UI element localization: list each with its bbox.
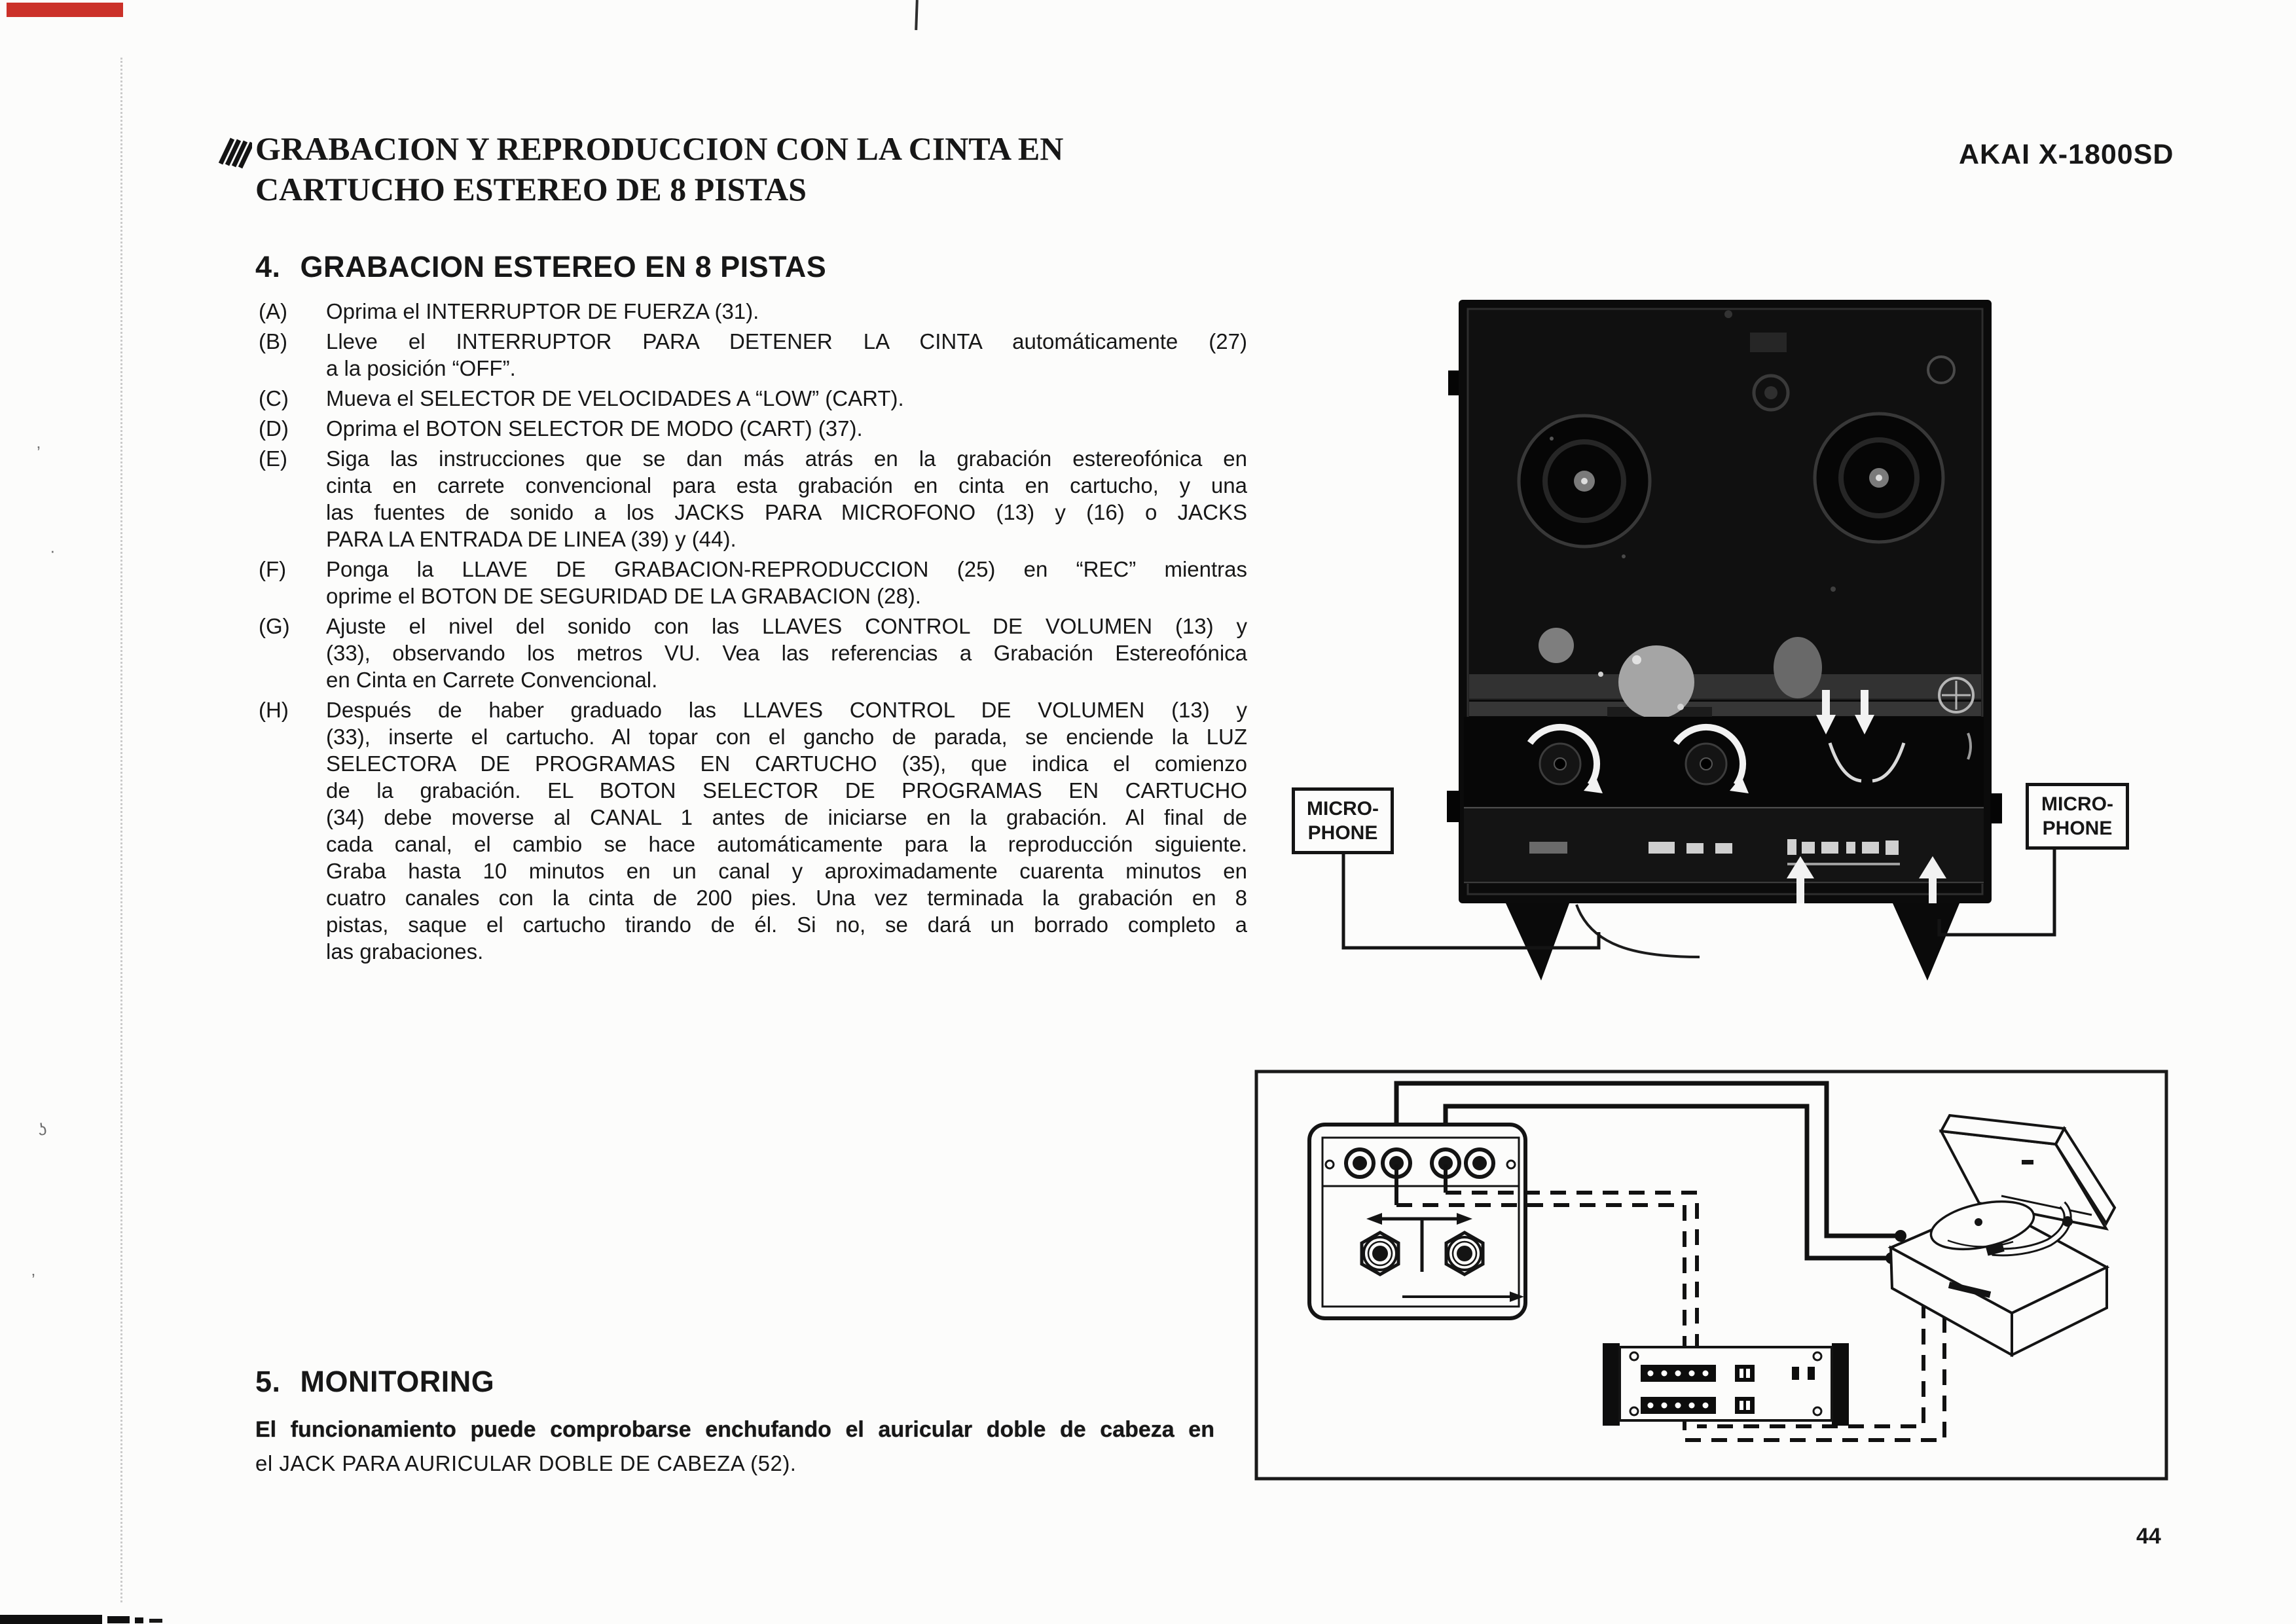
item-text bbox=[326, 445, 1247, 552]
list-item bbox=[259, 696, 1247, 965]
model-name: AKAI X-1800SD bbox=[1959, 139, 2174, 170]
microphone-label-right bbox=[2026, 783, 2129, 850]
item-label: (F) bbox=[259, 557, 287, 581]
item-text bbox=[326, 328, 1247, 382]
section5-heading bbox=[255, 1365, 494, 1399]
text-line: Oprima el INTERRUPTOR DE FUERZA (31). bbox=[326, 299, 759, 323]
text-line: SELECTORA DE PROGRAMAS EN CARTUCHO (35), que indica el comienzo bbox=[326, 751, 1247, 776]
page-title bbox=[255, 128, 1237, 209]
amplifier-panel bbox=[1309, 1125, 1525, 1318]
item-text bbox=[326, 696, 1247, 965]
text-line: Siga las instrucciones que se dan más atrás en la grabación estereofónica en bbox=[326, 446, 1247, 471]
text-line: (33), observando los metros VU. Vea las referencias a Grabación Estereofónica bbox=[326, 641, 1247, 665]
item-label: (B) bbox=[259, 329, 287, 353]
text-line: Después de haber graduado las LLAVES CONTROL DE VOLUMEN (13) y bbox=[326, 698, 1247, 722]
item-text bbox=[326, 298, 1247, 325]
list-item bbox=[259, 415, 1247, 442]
microphone-label-line1: MICRO- bbox=[2041, 793, 2113, 815]
connector-strip bbox=[1641, 1365, 1716, 1382]
microphone-label-left bbox=[1292, 787, 1394, 854]
list-item bbox=[259, 556, 1247, 609]
margin-speck: · bbox=[50, 541, 56, 560]
text-line: Lleve el INTERRUPTOR PARA DETENER LA CINTA automáticamente (27) bbox=[326, 329, 1247, 353]
text-line: Oprima el BOTON SELECTOR DE MODO (CART) (37). bbox=[326, 416, 863, 441]
scan-tick-mark bbox=[915, 0, 919, 30]
text-line: las fuentes de sonido a los JACKS PARA MICROFONO (13) y (16) o JACKS bbox=[326, 500, 1247, 524]
item-label: (A) bbox=[259, 299, 287, 323]
page-number: 44 bbox=[2136, 1524, 2161, 1549]
section5-body bbox=[255, 1413, 1214, 1481]
section5-number: 5. bbox=[255, 1365, 281, 1398]
section-hatch-icon bbox=[217, 135, 252, 169]
item-text bbox=[326, 613, 1247, 693]
page-title-line1: GRABACION Y REPRODUCCION CON LA CINTA EN bbox=[255, 130, 1064, 167]
connection-diagram bbox=[1254, 1069, 2170, 1483]
scan-bottom-bar bbox=[149, 1619, 162, 1623]
text-line: en Cinta en Carrete Convencional. bbox=[326, 668, 658, 692]
text-line: cada canal, el cambio se hace automáticamente para la reproducción siguiente. bbox=[326, 832, 1247, 856]
text-line: (33), inserte el cartucho. Al topar con el gancho de parada, se enciende la LUZ bbox=[326, 725, 1247, 749]
list-item bbox=[259, 445, 1247, 552]
margin-speck: ’ bbox=[37, 442, 41, 462]
list-item bbox=[259, 298, 1247, 325]
text-line: oprime el BOTON DE SEGURIDAD DE LA GRABACION (28). bbox=[326, 584, 921, 608]
page-title-line2: CARTUCHO ESTEREO DE 8 PISTAS bbox=[255, 171, 807, 208]
deck-legs bbox=[1506, 903, 1959, 981]
text-line: Graba hasta 10 minutos en un canal y aproximadamente cuarenta minutos en bbox=[326, 859, 1247, 883]
margin-speck: ’ bbox=[31, 1270, 35, 1290]
connector-strip bbox=[1641, 1397, 1716, 1414]
list-item bbox=[259, 328, 1247, 382]
scan-bottom-bar bbox=[107, 1616, 130, 1623]
text-line: cinta en carrete convencional para esta grabación en cinta en cartucho, y una bbox=[326, 473, 1247, 497]
text-line: de la grabación. EL BOTON SELECTOR DE PROGRAMAS EN CARTUCHO bbox=[326, 778, 1247, 803]
text-line: (34) debe moverse al CANAL 1 antes de iniciarse en la grabación. Al final de bbox=[326, 805, 1247, 829]
text-line: a la posición “OFF”. bbox=[326, 356, 516, 380]
section4-title: GRABACION ESTEREO EN 8 PISTAS bbox=[300, 250, 827, 283]
left-reel bbox=[1519, 416, 1650, 547]
text-line: Ponga la LLAVE DE GRABACION-REPRODUCCION (25) en “REC” mientras bbox=[326, 557, 1247, 581]
tape-deck-photo bbox=[1270, 275, 2296, 1034]
section4-number: 4. bbox=[255, 250, 281, 283]
text-line: PARA LA ENTRADA DE LINEA (39) y (44). bbox=[326, 527, 737, 551]
item-text bbox=[326, 415, 1247, 442]
scan-bottom-bar bbox=[0, 1615, 102, 1624]
list-item bbox=[259, 385, 1247, 412]
item-label: (H) bbox=[259, 698, 289, 722]
section5-title: MONITORING bbox=[300, 1365, 495, 1398]
margin-dotted-line bbox=[120, 58, 122, 1602]
microphone-label-line1: MICRO- bbox=[1307, 798, 1379, 820]
margin-speck: ʖ bbox=[36, 1119, 48, 1140]
text-line: las grabaciones. bbox=[326, 939, 484, 964]
text-line: Mueva el SELECTOR DE VELOCIDADES A “LOW” (CART). bbox=[326, 386, 904, 410]
instruction-list bbox=[259, 298, 1247, 968]
scan-bottom-bar bbox=[135, 1617, 143, 1623]
item-label: (C) bbox=[259, 386, 289, 410]
connector-socket bbox=[1735, 1397, 1755, 1414]
item-label: (G) bbox=[259, 614, 290, 638]
text-line: pistas, saque el cartucho tirando de él. Si no, se dará un borrado completo a bbox=[326, 912, 1247, 937]
item-text bbox=[326, 556, 1247, 609]
item-text bbox=[326, 385, 1247, 412]
list-item bbox=[259, 613, 1247, 693]
text-line: el JACK PARA AURICULAR DOBLE DE CABEZA (52). bbox=[255, 1451, 797, 1475]
text-line: Ajuste el nivel del sonido con las LLAVES CONTROL DE VOLUMEN (13) y bbox=[326, 614, 1247, 638]
cable-plug bbox=[1895, 1230, 1906, 1242]
text-line: cuatro canales con la cinta de 200 pies. Una vez terminada la grabación en 8 bbox=[326, 886, 1247, 910]
turntable bbox=[1891, 1115, 2115, 1355]
item-label: (E) bbox=[259, 446, 287, 471]
scan-red-edge-mark bbox=[7, 3, 123, 17]
right-reel bbox=[1815, 414, 1943, 542]
microphone-label-line2: PHONE bbox=[1307, 822, 1378, 844]
text-line: El funcionamiento puede comprobarse enchufando el auricular doble de cabeza en bbox=[255, 1417, 1214, 1442]
section4-heading bbox=[255, 250, 826, 284]
microphone-label-line2: PHONE bbox=[2042, 818, 2113, 839]
item-label: (D) bbox=[259, 416, 289, 441]
connector-socket bbox=[1735, 1365, 1755, 1382]
deck-rear-panel bbox=[1603, 1343, 1849, 1426]
